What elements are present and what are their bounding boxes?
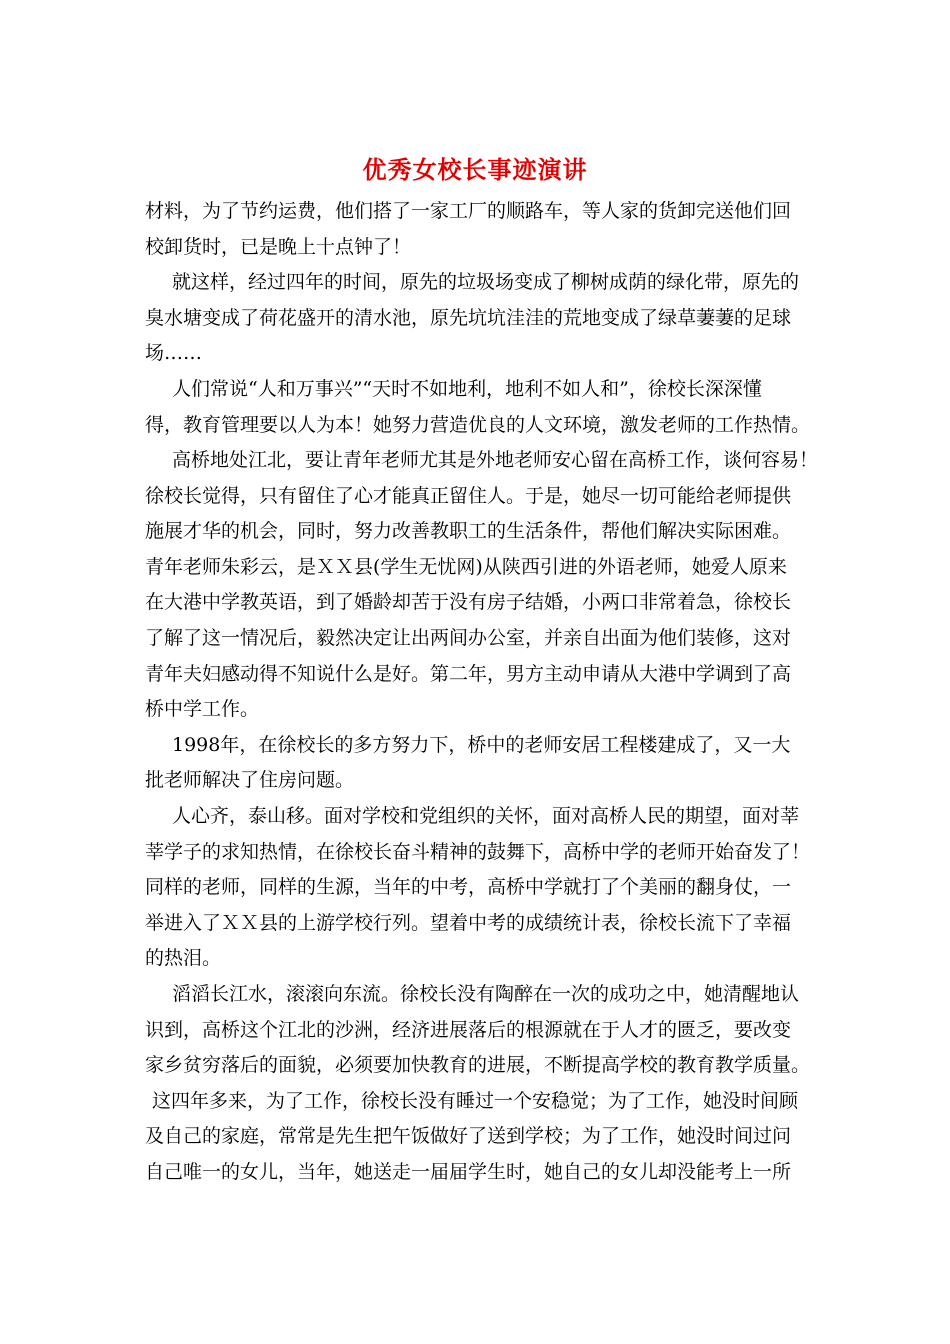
paragraph-first-line: 人们常说“人和万事兴”“天时不如地利，地利不如人和”，徐校长深深懂 bbox=[172, 378, 762, 400]
body-line: 青年老师朱彩云，是ＸＸ县(学生无忧网)从陕西引进的外语老师，她爱人原来 bbox=[145, 556, 787, 578]
paragraph-first-line: 就这样，经过四年的时间，原先的垃圾场变成了柳树成荫的绿化带，原先的 bbox=[172, 271, 800, 293]
body-line: 校卸货时，已是晚上十点钟了！ bbox=[145, 236, 412, 258]
body-line: 材料，为了节约运费，他们搭了一家工厂的顺路车，等人家的货卸完送他们回 bbox=[145, 200, 792, 222]
body-line: 同样的老师，同样的生源，当年的中考，高桥中学就打了个美丽的翻身仗，一 bbox=[145, 876, 792, 898]
body-line: 臭水塘变成了荷花盛开的清水池，原先坑坑洼洼的荒地变成了绿草萋萋的足球 bbox=[145, 307, 792, 329]
body-line: 青年夫妇感动得不知说什么是好。第二年，男方主动申请从大港中学调到了高 bbox=[145, 663, 792, 685]
body-line: 得，教育管理要以人为本！她努力营造优良的人文环境，激发老师的工作热情。 bbox=[145, 414, 811, 436]
paragraph-first-line: 高桥地处江北，要让青年老师尤其是外地老师安心留在高桥工作，谈何容易！ bbox=[172, 449, 819, 471]
body-line: 了解了这一情况后，毅然决定让出两间办公室，并亲自出面为他们装修，这对 bbox=[145, 627, 792, 649]
body-line: 家乡贫穷落后的面貌，必须要加快教育的进展，不断提高学校的教育教学质量。 bbox=[145, 1054, 811, 1076]
body-line: 场…… bbox=[145, 342, 203, 364]
body-line: 这四年多来，为了工作，徐校长没有睡过一个安稳觉；为了工作，她没时间顾 bbox=[152, 1090, 799, 1112]
body-line: 桥中学工作。 bbox=[145, 698, 260, 720]
paragraph-first-line: 1998年，在徐校长的多方努力下，桥中的老师安居工程楼建成了，又一大 bbox=[172, 734, 791, 756]
body-line: 施展才华的机会，同时，努力改善教职工的生活条件，帮他们解决实际困难。 bbox=[145, 520, 792, 542]
body-line: 举进入了ＸＸ县的上游学校行列。望着中考的成绩统计表，徐校长流下了幸福 bbox=[145, 912, 792, 934]
body-line: 的热泪。 bbox=[145, 947, 222, 969]
body-line: 及自己的家庭，常常是先生把午饭做好了送到学校；为了工作，她没时间过问 bbox=[145, 1125, 792, 1147]
body-line: 识到，高桥这个江北的沙洲，经济进展落后的根源就在于人才的匮乏，要改变 bbox=[145, 1019, 792, 1041]
document-title: 优秀女校长事迹演讲 bbox=[362, 155, 588, 184]
body-line: 批老师解决了住房问题。 bbox=[145, 769, 355, 791]
body-line: 莘学子的求知热情，在徐校长奋斗精神的鼓舞下，高桥中学的老师开始奋发了！ bbox=[145, 841, 811, 863]
body-line: 在大港中学教英语，到了婚龄却苦于没有房子结婚，小两口非常着急，徐校长 bbox=[145, 591, 792, 613]
paragraph-first-line: 人心齐，泰山移。面对学校和党组织的关怀，面对高桥人民的期望，面对莘 bbox=[172, 805, 800, 827]
body-line: 徐校长觉得，只有留住了心才能真正留住人。于是，她尽一切可能给老师提供 bbox=[145, 485, 792, 507]
body-line: 自己唯一的女儿，当年，她送走一届届学生时，她自己的女儿却没能考上一所 bbox=[145, 1161, 792, 1183]
paragraph-first-line: 滔滔长江水，滚滚向东流。徐校长没有陶醉在一次的成功之中，她清醒地认 bbox=[172, 983, 800, 1005]
